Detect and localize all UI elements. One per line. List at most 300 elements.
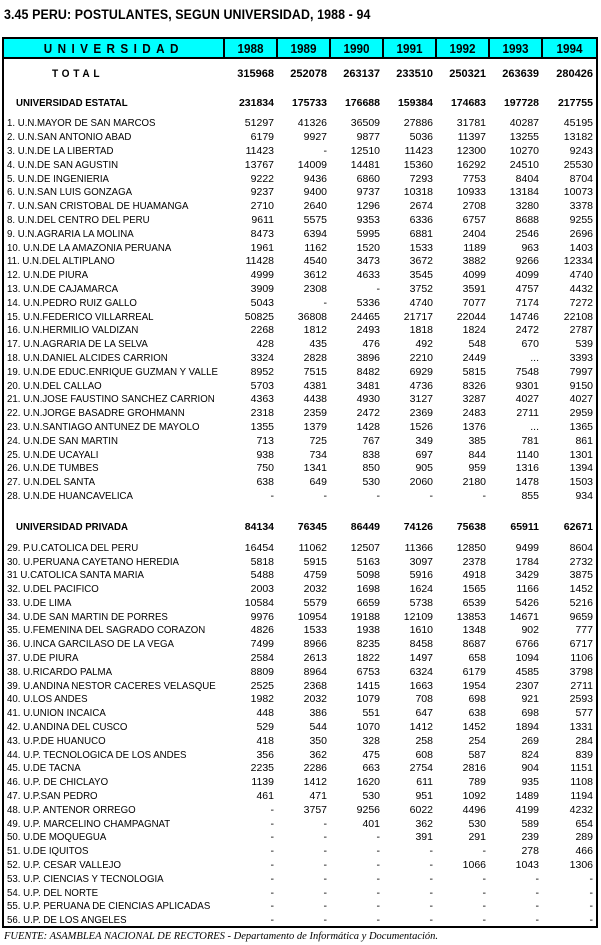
cell-1993: 2307 xyxy=(515,679,539,692)
cell-1994: 9243 xyxy=(569,144,593,157)
table-row xyxy=(4,886,596,900)
row-label: 21. U.N.JOSE FAUSTINO SANCHEZ CARRION xyxy=(7,393,215,406)
cell-1993: 1166 xyxy=(516,583,539,596)
cell-1990: 1296 xyxy=(356,200,380,213)
table-row xyxy=(4,914,596,928)
table-row xyxy=(4,241,596,255)
cell-1989: 2613 xyxy=(303,652,327,665)
row-label: 35. U.FEMENINA DEL SAGRADO CORAZON xyxy=(7,624,206,637)
cell-1990: 5995 xyxy=(356,227,380,240)
cell-1993: - xyxy=(535,900,539,913)
cell-1993: ... xyxy=(530,351,539,364)
cell-1988: 7499 xyxy=(250,638,274,651)
cell-1990: - xyxy=(376,900,380,913)
cell-1991: 349 xyxy=(415,434,433,447)
cell-1993: 589 xyxy=(521,817,539,830)
cell-1990: 263137 xyxy=(343,67,380,80)
row-label: 12. U.N.DE PIURA xyxy=(7,269,89,282)
cell-1994: 2959 xyxy=(569,407,593,420)
cell-1991: 4740 xyxy=(409,296,433,309)
cell-1992: 16292 xyxy=(456,158,486,171)
row-label: 28. U.N.DE HUANCAVELICA xyxy=(7,489,133,502)
cell-1990: - xyxy=(376,859,380,872)
row-label: 30. U.PERUANA CAYETANO HEREDIA xyxy=(7,555,179,568)
cell-1994: 861 xyxy=(575,434,593,447)
cell-1993: 3280 xyxy=(515,200,539,213)
cell-1993: 5426 xyxy=(515,596,539,609)
cell-1990: 9877 xyxy=(356,131,380,144)
cell-1989: 6394 xyxy=(303,227,327,240)
cell-1990: - xyxy=(376,886,380,899)
cell-1993: 269 xyxy=(521,734,539,747)
cell-1991: 10318 xyxy=(403,186,433,199)
cell-1989: 725 xyxy=(309,434,327,447)
cell-1991: 905 xyxy=(415,462,433,475)
cell-1989: 2286 xyxy=(303,762,327,775)
cell-1994: 8704 xyxy=(569,172,593,185)
cell-1990: 9256 xyxy=(356,803,380,816)
row-label: 8. U.N.DEL CENTRO DEL PERU xyxy=(7,213,150,226)
cell-1988: - xyxy=(270,489,274,502)
cell-1992: 1189 xyxy=(463,241,486,254)
cell-1989: - xyxy=(323,872,327,885)
cell-1990: 36509 xyxy=(350,117,380,130)
table-row xyxy=(4,859,596,873)
cell-1989: 386 xyxy=(309,707,327,720)
row-label: 56. U.P. DE LOS ANGELES xyxy=(7,914,127,927)
cell-1994: 539 xyxy=(575,338,593,351)
cell-1993: 2546 xyxy=(515,227,539,240)
cell-1992: 844 xyxy=(468,448,486,461)
cell-1988: 10584 xyxy=(244,596,274,609)
cell-1990: 1938 xyxy=(356,624,380,637)
cell-1991: 1526 xyxy=(409,420,433,433)
cell-1990: 551 xyxy=(362,707,380,720)
column-header-1994: 1994 xyxy=(542,39,596,58)
table-row xyxy=(4,569,596,583)
cell-1993: 1094 xyxy=(515,652,539,665)
table-row xyxy=(4,707,596,721)
cell-1990: 1520 xyxy=(356,241,380,254)
row-label: 9. U.N.AGRARIA LA MOLINA xyxy=(7,227,134,240)
cell-1989: 4438 xyxy=(303,393,327,406)
cell-1989: 4759 xyxy=(303,569,327,582)
row-label: 33. U.DE LIMA xyxy=(7,596,72,609)
cell-1991: 3672 xyxy=(409,255,433,268)
cell-1993: 4027 xyxy=(515,393,539,406)
cell-1991: 3097 xyxy=(409,555,433,568)
cell-1989: 544 xyxy=(309,721,327,734)
cell-1991: 391 xyxy=(415,831,433,844)
cell-1990: 1698 xyxy=(356,583,380,596)
row-label: 14. U.N.PEDRO RUIZ GALLO xyxy=(7,296,137,309)
table-row xyxy=(4,145,596,159)
cell-1994: 934 xyxy=(575,489,593,502)
cell-1989: 7515 xyxy=(303,365,327,378)
table-row xyxy=(4,900,596,914)
cell-1992: 4496 xyxy=(462,803,486,816)
table-row xyxy=(4,693,596,707)
cell-1990: 2472 xyxy=(356,407,380,420)
cell-1991: 2210 xyxy=(409,351,433,364)
cell-1988: 6179 xyxy=(250,131,274,144)
table-row xyxy=(4,296,596,310)
cell-1988: 9237 xyxy=(250,186,274,199)
row-label: 24. U.N.DE SAN MARTIN xyxy=(7,434,118,447)
cell-1992: 13853 xyxy=(456,610,486,623)
cell-1994: 1194 xyxy=(570,790,593,803)
cell-1994: 4432 xyxy=(569,282,593,295)
cell-1990: - xyxy=(376,845,380,858)
cell-1993: 935 xyxy=(521,776,539,789)
cell-1991: 2060 xyxy=(409,476,433,489)
row-label: 31 U.CATOLICA SANTA MARIA xyxy=(7,569,144,582)
row-label: 34. U.DE SAN MARTIN DE PORRES xyxy=(7,610,168,623)
cell-1994: 289 xyxy=(575,831,593,844)
table-row xyxy=(4,665,596,679)
cell-1994: 217755 xyxy=(557,96,593,109)
table-row xyxy=(4,476,596,490)
cell-1991: 74126 xyxy=(403,520,433,533)
cell-1992: 2449 xyxy=(462,351,486,364)
cell-1990: 3473 xyxy=(356,255,380,268)
cell-1988: 231834 xyxy=(238,96,274,109)
cell-1994: 284 xyxy=(575,734,593,747)
cell-1993: 278 xyxy=(521,845,539,858)
cell-1994: 1452 xyxy=(569,583,593,596)
cell-1989: - xyxy=(323,817,327,830)
table-row xyxy=(4,610,596,624)
cell-1990: 475 xyxy=(362,748,380,761)
cell-1993: 7174 xyxy=(515,296,539,309)
cell-1993: 824 xyxy=(521,748,539,761)
table-row xyxy=(4,762,596,776)
column-header-1988: 1988 xyxy=(224,39,277,58)
row-label: 42. U.ANDINA DEL CUSCO xyxy=(7,721,128,734)
table-row xyxy=(4,283,596,297)
cell-1988: 529 xyxy=(256,721,274,734)
cell-1990: 8482 xyxy=(356,365,380,378)
row-label: 17. U.N.AGRARIA DE LA SELVA xyxy=(7,338,148,351)
cell-1988: 2710 xyxy=(250,200,274,213)
cell-1988: 13767 xyxy=(244,158,274,171)
cell-1993: 13255 xyxy=(509,131,539,144)
cell-1990: 5098 xyxy=(356,569,380,582)
cell-1991: 362 xyxy=(415,817,433,830)
cell-1994: 8604 xyxy=(569,541,593,554)
table-row xyxy=(4,541,596,555)
cell-1993: 904 xyxy=(521,762,539,775)
cell-1993: 1140 xyxy=(516,448,539,461)
cell-1994: 2787 xyxy=(569,324,593,337)
cell-1990: 24465 xyxy=(350,310,380,323)
cell-1993: 2711 xyxy=(516,407,539,420)
cell-1992: 291 xyxy=(468,831,486,844)
cell-1991: 1818 xyxy=(409,324,433,337)
table-row xyxy=(4,790,596,804)
cell-1993: - xyxy=(535,914,539,927)
cell-1994: 9150 xyxy=(569,379,593,392)
table-title: 3.45 PERU: POSTULANTES, SEGUN UNIVERSIDAD, 1988 - 94 xyxy=(4,7,371,22)
cell-1990: 850 xyxy=(362,462,380,475)
cell-1988: 1982 xyxy=(250,693,274,706)
cell-1992: 11397 xyxy=(457,131,486,144)
cell-1993: 13184 xyxy=(509,186,539,199)
cell-1989: 11062 xyxy=(298,541,327,554)
cell-1989: - xyxy=(323,845,327,858)
table-row xyxy=(4,227,596,241)
row-label: 37. U.DE PIURA xyxy=(7,652,79,665)
cell-1994: 9255 xyxy=(569,213,593,226)
cell-1992: 6179 xyxy=(462,665,486,678)
cell-1994: - xyxy=(589,872,593,885)
cell-1988: 9976 xyxy=(250,610,274,623)
cell-1989: 2368 xyxy=(303,679,327,692)
header-row xyxy=(4,39,596,58)
cell-1990: 6860 xyxy=(356,172,380,185)
cell-1990: 328 xyxy=(362,734,380,747)
cell-1994: 13182 xyxy=(563,131,593,144)
cell-1988: 356 xyxy=(256,748,274,761)
cell-1991: 3545 xyxy=(409,269,433,282)
cell-1990: 19188 xyxy=(350,610,380,623)
cell-1993: 8688 xyxy=(515,213,539,226)
cell-1994: 9659 xyxy=(569,610,593,623)
cell-1993: 670 xyxy=(521,338,539,351)
cell-1992: 22044 xyxy=(456,310,486,323)
cell-1991: 3752 xyxy=(409,282,433,295)
cell-1992: 4099 xyxy=(462,269,486,282)
table-row xyxy=(4,310,596,324)
group-row-estatal xyxy=(4,89,596,117)
cell-1993: 14746 xyxy=(509,310,539,323)
cell-1992: 548 xyxy=(468,338,486,351)
cell-1988: 315968 xyxy=(237,67,274,80)
cell-1994: 466 xyxy=(575,845,593,858)
table-row xyxy=(4,721,596,735)
cell-1989: 1812 xyxy=(303,324,327,337)
cell-1991: 697 xyxy=(415,448,433,461)
table-row xyxy=(4,352,596,366)
column-header-1992: 1992 xyxy=(436,39,489,58)
cell-1993: 40287 xyxy=(509,117,539,130)
cell-1994: 1108 xyxy=(570,776,593,789)
cell-1991: 5738 xyxy=(409,596,433,609)
cell-1988: 418 xyxy=(256,734,274,747)
table-row xyxy=(4,597,596,611)
cell-1993: 3429 xyxy=(515,569,539,582)
cell-1988: - xyxy=(270,859,274,872)
cell-1991: 8458 xyxy=(409,638,433,651)
table-row xyxy=(4,652,596,666)
table-row xyxy=(4,324,596,338)
cell-1994: 2593 xyxy=(569,693,593,706)
table-row xyxy=(4,434,596,448)
row-label: 38. U.RICARDO PALMA xyxy=(7,665,113,678)
cell-1989: - xyxy=(323,859,327,872)
cell-1990: 1415 xyxy=(356,679,380,692)
table-row xyxy=(4,583,596,597)
table-row xyxy=(4,379,596,393)
cell-1992: 4918 xyxy=(462,569,486,582)
cell-1991: 1663 xyxy=(409,679,433,692)
row-label: 10. U.N.DE LA AMAZONIA PERUANA xyxy=(7,241,172,254)
cell-1990: 1428 xyxy=(356,420,380,433)
cell-1994: 280426 xyxy=(556,67,593,80)
row-label: 53. U.P. CIENCIAS Y TECNOLOGIA xyxy=(7,872,164,885)
table-row xyxy=(4,831,596,845)
cell-1991: 611 xyxy=(416,776,433,789)
row-label: 45. U.DE TACNA xyxy=(7,762,81,775)
cell-1989: 41326 xyxy=(297,117,327,130)
cell-1992: 638 xyxy=(468,707,486,720)
cell-1991: 21717 xyxy=(403,310,433,323)
cell-1990: 663 xyxy=(362,762,380,775)
row-label: 29. P.U.CATOLICA DEL PERU xyxy=(7,541,139,554)
cell-1989: 649 xyxy=(309,476,327,489)
cell-1988: - xyxy=(270,845,274,858)
cell-1991: 6929 xyxy=(409,365,433,378)
cell-1994: 3798 xyxy=(569,665,593,678)
cell-1990: 1822 xyxy=(356,652,380,665)
row-label: 23. U.N.SANTIAGO ANTUNEZ DE MAYOLO xyxy=(7,420,200,433)
cell-1988: 8952 xyxy=(250,365,274,378)
cell-1993: 1894 xyxy=(515,721,539,734)
cell-1989: 252078 xyxy=(290,67,327,80)
cell-1994: - xyxy=(589,900,593,913)
cell-1990: 476 xyxy=(362,338,380,351)
row-label: 5. U.N.DE INGENIERIA xyxy=(7,172,109,185)
column-header-1990: 1990 xyxy=(330,39,383,58)
cell-1992: 2180 xyxy=(462,476,486,489)
cell-1988: 4826 xyxy=(250,624,274,637)
column-header-1993: 1993 xyxy=(489,39,542,58)
cell-1991: 2754 xyxy=(409,762,433,775)
cell-1988: 5818 xyxy=(250,555,274,568)
table-row xyxy=(4,186,596,200)
row-label: 47. U.P.SAN PEDRO xyxy=(7,790,98,803)
cell-1988: 5043 xyxy=(250,296,274,309)
cell-1989: 4381 xyxy=(303,379,327,392)
cell-1994: 3393 xyxy=(569,351,593,364)
cell-1990: 6659 xyxy=(356,596,380,609)
cell-1993: 14671 xyxy=(509,610,539,623)
cell-1988: 5703 xyxy=(250,379,274,392)
table-row xyxy=(4,407,596,421)
row-label: 11. U.N.DEL ALTIPLANO xyxy=(7,255,115,268)
cell-1992: 5815 xyxy=(462,365,486,378)
cell-1991: 11366 xyxy=(404,541,433,554)
cell-1994: 4232 xyxy=(569,803,593,816)
cell-1993: 2472 xyxy=(515,324,539,337)
cell-1994: 1151 xyxy=(570,762,593,775)
cell-1993: 7548 xyxy=(515,365,539,378)
cell-1993: 239 xyxy=(521,831,539,844)
row-label: 2. U.N.SAN ANTONIO ABAD xyxy=(7,131,132,144)
table-row xyxy=(4,448,596,462)
cell-1988: 638 xyxy=(256,476,274,489)
cell-1991: 1412 xyxy=(409,721,433,734)
row-label: 6. U.N.SAN LUIS GONZAGA xyxy=(7,186,133,199)
cell-1993: 4199 xyxy=(515,803,539,816)
cell-1992: 530 xyxy=(468,817,486,830)
cell-1994: 1331 xyxy=(569,721,593,734)
cell-1988: 2003 xyxy=(250,583,274,596)
cell-1994: 1503 xyxy=(569,476,593,489)
cell-1994: - xyxy=(589,886,593,899)
cell-1992: 31781 xyxy=(456,117,486,130)
row-label: 22. U.N.JORGE BASADRE GROHMANN xyxy=(7,407,185,420)
group-row-privada xyxy=(4,513,596,541)
cell-1994: 2711 xyxy=(570,679,593,692)
cell-1988: 1961 xyxy=(250,241,274,254)
cell-1989: 8966 xyxy=(303,638,327,651)
cell-1988: 750 xyxy=(256,462,274,475)
row-label: 40. U.LOS ANDES xyxy=(7,693,88,706)
cell-1988: 9222 xyxy=(250,172,274,185)
cell-1988: 938 xyxy=(256,448,274,461)
row-label: 55. U.P. PERUANA DE CIENCIAS APLICADAS xyxy=(7,900,211,913)
cell-1993: 963 xyxy=(521,241,539,254)
cell-1994: 654 xyxy=(575,817,593,830)
cell-1989: 471 xyxy=(309,790,327,803)
cell-1992: - xyxy=(482,845,486,858)
table-row xyxy=(4,172,596,186)
row-label: 3. U.N.DE LA LIBERTAD xyxy=(7,144,114,157)
cell-1993: 8404 xyxy=(515,172,539,185)
row-label: 52. U.P. CESAR VALLEJO xyxy=(7,859,122,872)
cell-1990: 530 xyxy=(362,476,380,489)
table-row xyxy=(4,158,596,172)
cell-1993: 698 xyxy=(521,707,539,720)
cell-1992: 3591 xyxy=(462,282,486,295)
cell-1994: 22108 xyxy=(563,310,593,323)
cell-1994: - xyxy=(589,914,593,927)
cell-1989: 8964 xyxy=(303,665,327,678)
cell-1992: 959 xyxy=(468,462,486,475)
cell-1992: 2816 xyxy=(462,762,486,775)
cell-1994: 62671 xyxy=(563,520,593,533)
cell-1992: 6539 xyxy=(462,596,486,609)
cell-1988: - xyxy=(270,831,274,844)
postulantes-table xyxy=(4,39,596,928)
cell-1993: 65911 xyxy=(510,520,539,533)
cell-1991: - xyxy=(429,900,433,913)
table-row xyxy=(4,421,596,435)
cell-1994: 1394 xyxy=(569,462,593,475)
cell-1994: 1106 xyxy=(570,652,593,665)
cell-1990: 1079 xyxy=(356,693,380,706)
cell-1990: 14481 xyxy=(350,158,380,171)
cell-1989: 2640 xyxy=(303,200,327,213)
cell-1993: 855 xyxy=(521,489,539,502)
cell-1993: 9266 xyxy=(515,255,539,268)
cell-1993: - xyxy=(535,872,539,885)
cell-1993: 902 xyxy=(521,624,539,637)
table-row xyxy=(4,803,596,817)
cell-1988: 2525 xyxy=(250,679,274,692)
cell-1993: 781 xyxy=(521,434,539,447)
cell-1990: - xyxy=(376,489,380,502)
cell-1989: 175733 xyxy=(291,96,327,109)
cell-1992: 1066 xyxy=(462,859,486,872)
cell-1992: - xyxy=(482,489,486,502)
cell-1994: 6717 xyxy=(569,638,593,651)
cell-1988: - xyxy=(270,803,274,816)
cell-1992: 789 xyxy=(468,776,486,789)
spacer-row xyxy=(4,503,596,513)
cell-1991: 5916 xyxy=(409,569,433,582)
